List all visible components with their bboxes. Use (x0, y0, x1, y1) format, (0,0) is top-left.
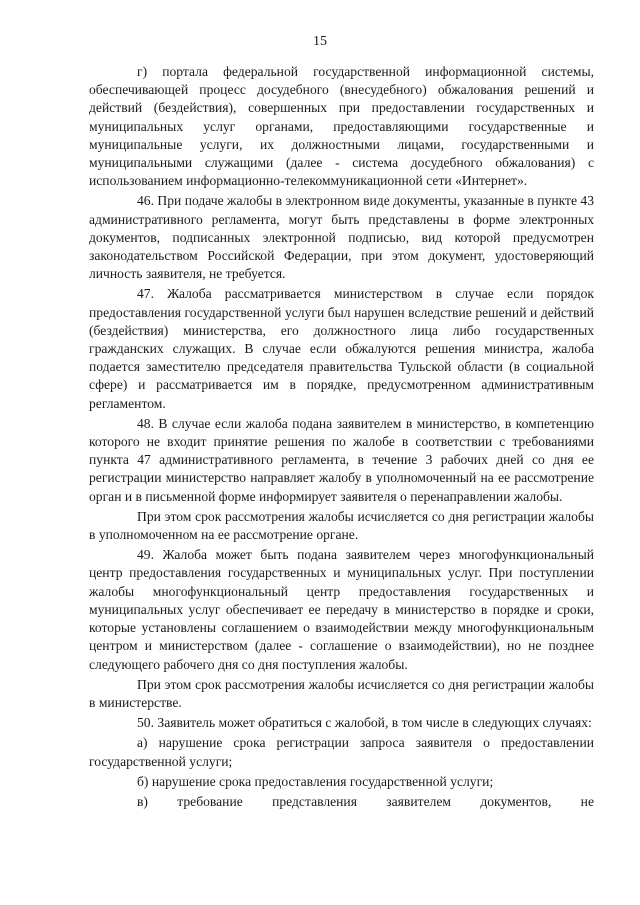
paragraph-47: 47. Жалоба рассматривается министерством в случае если порядок предоставления государственной услуги был нарушен вследствие решений и действий (бездействия) министерства, его должностного лица либо государственных гражданских служащих. В случае если обжалуются решения министра, жалоба подается заместителю председателя правительства Тульской области (в социальной сфере) и рассматривается им в порядке, предусмотренном административным регламентом. (89, 286, 594, 411)
document-body (89, 63, 594, 811)
paragraph-50b: б) нарушение срока предоставления государственной услуги; (137, 773, 494, 789)
paragraph-48: 48. В случае если жалоба подана заявителем в министерство, в компетенцию которого не входит принятие решения по жалобе в соответствии с требованиями пункта 47 административного регламента, в течение 3 рабочих дней со дня ее регистрации министерство направляет жалобу в уполномоченный на ее рассмотрение орган и в письменной форме информирует заявителя о перенаправлении жалобы. (89, 415, 594, 504)
paragraph-48-continued: При этом срок рассмотрения жалобы исчисляется со дня регистрации жалобы в уполномоченном на ее рассмотрение органе. (89, 508, 594, 543)
paragraph-46: 46. При подаче жалобы в электронном виде документы, указанные в пункте 43 административного регламента, могут быть представлены в форме электронных документов, подписанных электронной подписью, вид которой предусмотрен законодательством Российской Федерации, при этом документ, удостоверяющий личность заявителя, не требуется. (89, 193, 594, 282)
paragraph-45g: г) портала федеральной государственной информационной системы, обеспечивающей процесс досудебного (внесудебного) обжалования решений и действий (бездействия), совершенных при предоставлении государственных и муниципальных услуг органами, предоставляющими государственные и муниципальные услуги, их должностными лицами, государственными и муниципальными служащими (далее - система досудебного обжалования) с использованием информационно-телекоммуникационной сети «Интернет». (89, 64, 594, 189)
paragraph-49-continued: При этом срок рассмотрения жалобы исчисляется со дня регистрации жалобы в министерстве. (89, 676, 594, 710)
paragraph-50: 50. Заявитель может обратиться с жалобой, в том числе в следующих случаях: (137, 715, 592, 731)
paragraph-50v: в) требование представления заявителем документов, не (137, 793, 594, 809)
page-number: 15 (313, 34, 327, 49)
paragraph-50a: а) нарушение срока регистрации запроса заявителя о предоставлении государственной услуги; (89, 735, 594, 769)
paragraph-49: 49. Жалоба может быть подана заявителем через многофункциональный центр предоставления государственных и муниципальных услуг. При поступлении жалобы многофункциональный центр предоставления государственных и муниципальных услуг обеспечивает ее передачу в министерство в порядке и сроки, которые установлены соглашением о взаимодействии между многофункциональным центром и министерством (далее - соглашение о взаимодействии), но не позднее следующего рабочего дня со дня поступления жалобы. (89, 547, 594, 672)
